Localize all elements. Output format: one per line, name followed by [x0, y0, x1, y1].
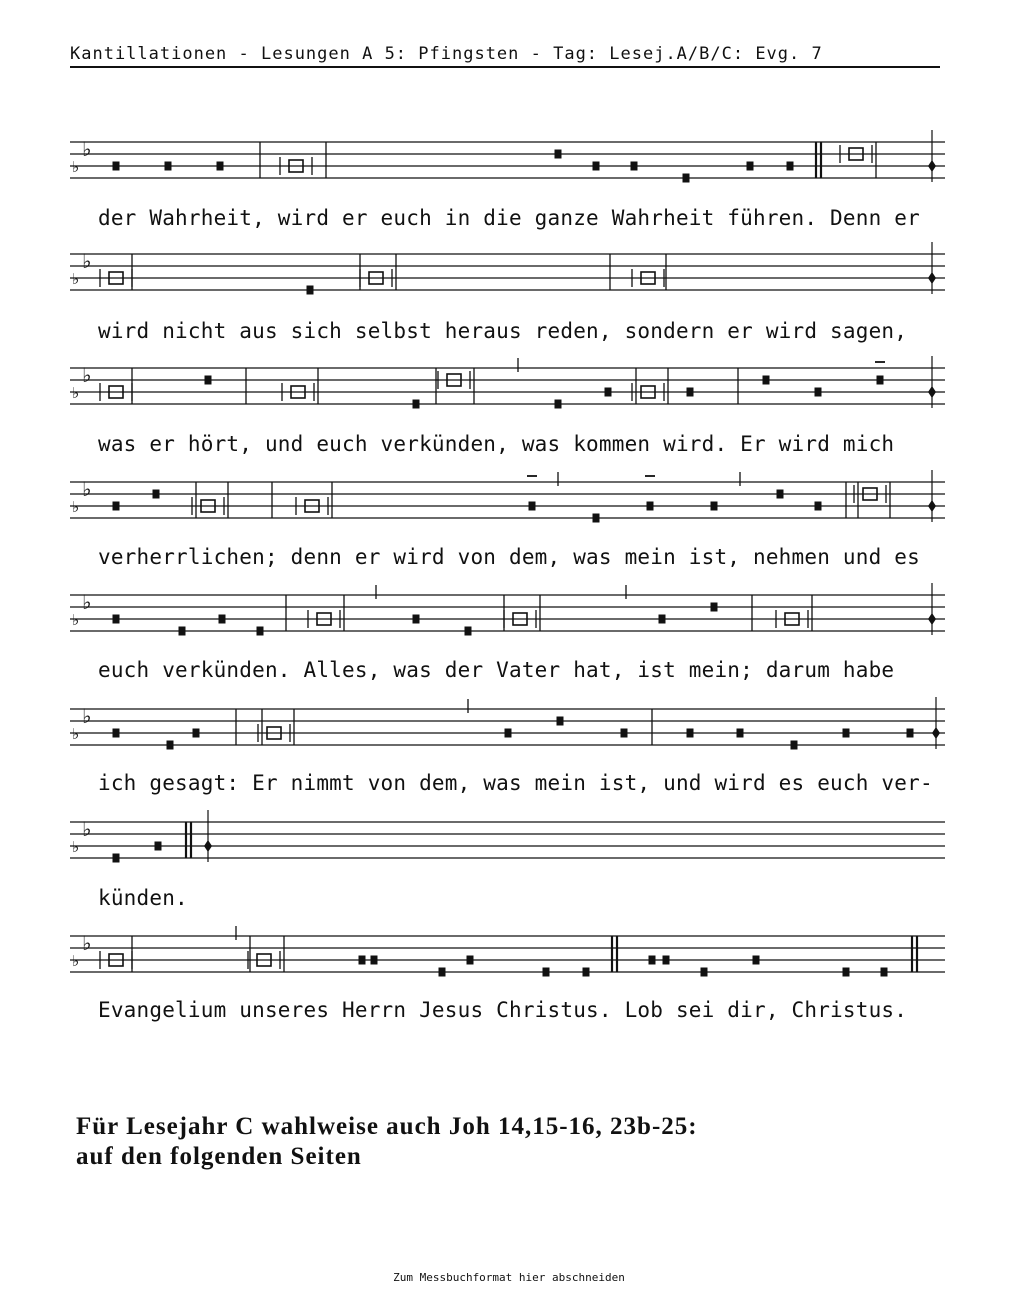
music-staff-5 [70, 591, 945, 639]
lyric-line-8: Evangelium unseres Herrn Jesus Christus. Lob sei dir, Christus. [98, 998, 908, 1022]
music-staff-4 [70, 478, 945, 526]
cut-instruction: Zum Messbuchformat hier abschneiden [393, 1271, 625, 1284]
lyric-line-7: künden. [98, 886, 188, 910]
flat-clef-icon: ♭ [82, 137, 92, 161]
svg-text:♭: ♭ [72, 952, 80, 970]
music-staff-8 [70, 932, 945, 980]
music-staff-2 [70, 250, 945, 298]
svg-text:♭: ♭ [72, 384, 80, 402]
music-staff-1 [70, 138, 945, 186]
note-line-2: auf den folgenden Seiten [76, 1143, 362, 1170]
music-staff-3 [70, 364, 945, 412]
lyric-line-3: was er hört, und euch verkünden, was kommen wird. Er wird mich [98, 432, 895, 456]
note-line-1: Für Lesejahr C wahlweise auch Joh 14,15-16, 23b-25: [76, 1113, 698, 1140]
lesejahr-note [76, 1112, 698, 1172]
svg-text:♭: ♭ [72, 270, 80, 288]
lyric-line-1: der Wahrheit, wird er euch in die ganze Wahrheit führen. Denn er [98, 206, 920, 230]
flat-clef-icon: ♭ [82, 590, 92, 614]
svg-text:♭: ♭ [72, 725, 80, 743]
flat-clef-icon: ♭ [82, 704, 92, 728]
flat-clef-icon: ♭ [82, 817, 92, 841]
flat-clef-icon: ♭ [82, 477, 92, 501]
lyric-line-4: verherrlichen; denn er wird von dem, was mein ist, nehmen und es [98, 545, 920, 569]
flat-clef-icon: ♭ [82, 249, 92, 273]
music-staff-7 [70, 818, 945, 866]
svg-text:♭: ♭ [72, 498, 80, 516]
staff-drawing [70, 478, 945, 526]
flat-clef-icon: ♭ [82, 931, 92, 955]
lyric-line-2: wird nicht aus sich selbst heraus reden, sondern er wird sagen, [98, 319, 908, 343]
page-header: Kantillationen - Lesungen A 5: Pfingsten - Tag: Lesej.A/B/C: Evg. 7 [70, 44, 940, 68]
staff-drawing [70, 591, 945, 639]
staff-drawing [70, 705, 945, 753]
svg-text:♭: ♭ [72, 158, 80, 176]
lyric-line-6: ich gesagt: Er nimmt von dem, was mein ist, und wird es euch ver- [98, 771, 933, 795]
svg-text:♭: ♭ [72, 838, 80, 856]
staff-drawing [70, 818, 945, 866]
flat-clef-icon: ♭ [82, 363, 92, 387]
music-staff-6 [70, 705, 945, 753]
lyric-line-5: euch verkünden. Alles, was der Vater hat, ist mein; darum habe [98, 658, 895, 682]
svg-text:♭: ♭ [72, 611, 80, 629]
staff-drawing [70, 932, 945, 980]
staff-drawing [70, 138, 945, 186]
staff-drawing [70, 364, 945, 412]
staff-drawing [70, 250, 945, 298]
